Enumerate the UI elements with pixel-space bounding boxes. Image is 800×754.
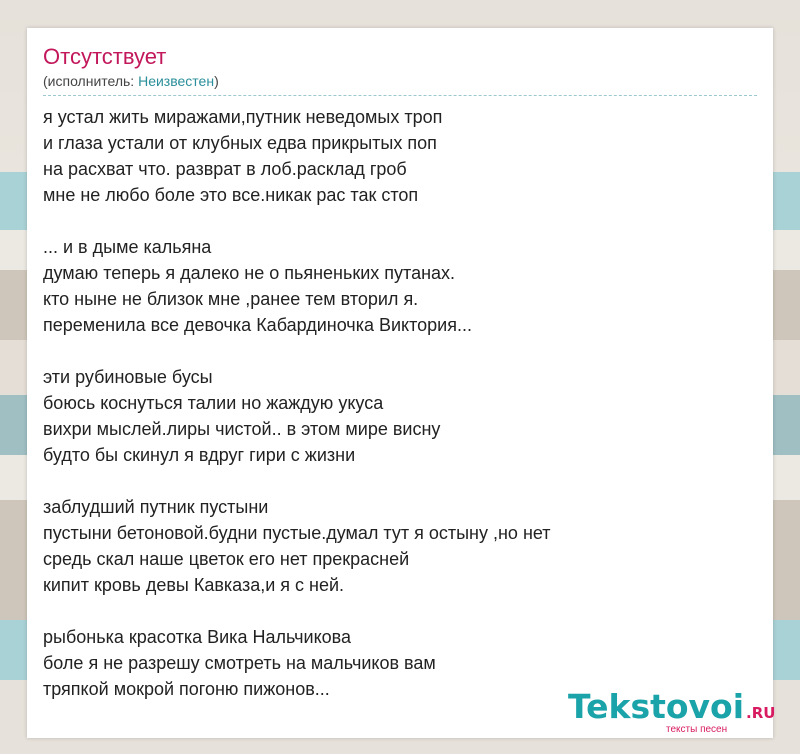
lyric-line: и глаза устали от клубных едва прикрытых поп: [43, 133, 437, 153]
lyric-line: боле я не разрешу смотреть на мальчиков вам: [43, 653, 436, 673]
lyric-line: рыбонька красотка Вика Нальчикова: [43, 627, 352, 647]
lyric-line: будто бы скинул я вдруг гири с жизни: [43, 445, 356, 465]
lyric-line: эти рубиновые бусы: [43, 367, 213, 387]
artist-prefix: (исполнитель:: [43, 73, 139, 89]
lyrics-card: [27, 28, 776, 738]
lyric-line: боюсь коснуться талии но жаждую укуса: [43, 393, 384, 413]
lyric-line: думаю теперь я далеко не о пьяненьких путанах.: [43, 263, 456, 283]
song-title: Отсутствует: [43, 44, 167, 69]
lyric-line: я устал жить миражами,путник неведомых троп: [43, 107, 443, 127]
stanza: [43, 364, 757, 468]
logo-tagline: тексты песен: [666, 724, 728, 735]
stanza: [43, 104, 757, 208]
lyric-line: переменила все девочка Кабардиночка Виктория...: [43, 315, 472, 335]
lyric-line: кто ныне не близок мне ,ранее тем вторил я.: [43, 289, 419, 309]
lyrics-body: [43, 104, 757, 702]
lyric-line: тряпкой мокрой погоню пижонов...: [43, 679, 330, 699]
stanza: [43, 494, 757, 598]
stanza: [43, 234, 757, 338]
lyric-line: вихри мыслей.лиры чистой.. в этом мире висну: [43, 419, 441, 439]
lyric-line: на расхват что. разврат в лоб.расклад гроб: [43, 159, 407, 179]
site-logo[interactable]: [568, 688, 778, 736]
artist-suffix: ): [214, 73, 219, 89]
lyric-line: заблудший путник пустыни: [43, 497, 269, 517]
lyric-line: средь скал наше цветок его нет прекрасней: [43, 549, 410, 569]
lyric-line: кипит кровь девы Кавказа,и я с ней.: [43, 575, 345, 595]
logo-domain: .RU: [746, 704, 776, 722]
lyric-line: мне не любо боле это все.никак рас так стоп: [43, 185, 419, 205]
artist-line: [43, 71, 757, 96]
lyric-line: пустыни бетоновой.будни пустые.думал тут я остыну ,но нет: [43, 523, 551, 543]
lyric-line: ... и в дыме кальяна: [43, 237, 212, 257]
logo-main-text: Tekstovoi: [568, 687, 745, 726]
artist-link[interactable]: Неизвестен: [138, 73, 215, 89]
